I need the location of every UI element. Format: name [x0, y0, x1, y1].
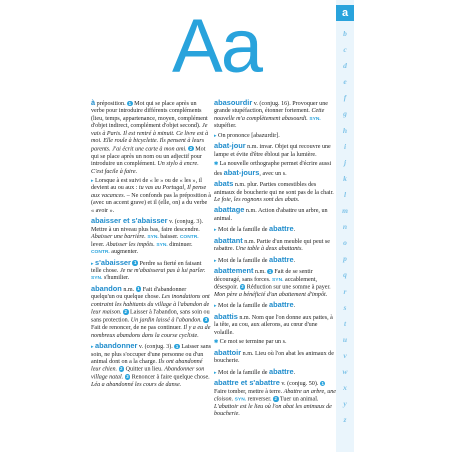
headword: abattre et s'abattre: [214, 378, 280, 388]
dictionary-entry: [214, 99, 336, 131]
definition-text: Fait de renoncer, de ne pas continuer.: [91, 325, 184, 332]
definition-text: stupéfier.: [214, 123, 237, 130]
headword: abattre: [268, 366, 294, 376]
definition-text: Ce mot se termine par un s.: [218, 339, 287, 346]
sense-number: 3: [204, 317, 208, 323]
note-arrow-icon: ▸: [214, 370, 217, 376]
example-text: Un stylo à encre. C'est facile à faire.: [91, 161, 199, 175]
headword: abattre: [268, 224, 294, 234]
definition-text: La nouvelle orthographe permet d'écrire aussi des: [214, 161, 332, 177]
headword: abat-jours: [223, 167, 260, 177]
headword: abattoir: [214, 347, 242, 357]
headword: abats: [214, 179, 234, 189]
alphabet-letter[interactable]: o: [343, 238, 347, 248]
definition-text: Renoncer à faire quelque chose.: [130, 374, 210, 381]
definition-text: n.m.: [121, 286, 136, 293]
definition-text: n.m. Partie d'un meuble qui peut se rabattre.: [214, 238, 330, 253]
dictionary-entry: [214, 267, 336, 299]
alphabet-letter[interactable]: n: [342, 222, 348, 232]
alphabet-list: [336, 26, 354, 428]
headword: abattement: [214, 266, 254, 276]
section-letter-heading: Aa: [172, 4, 261, 89]
dictionary-entry: [91, 285, 211, 340]
alphabet-letter[interactable]: i: [343, 141, 347, 151]
definition-text: préposition.: [95, 101, 128, 107]
alphabet-letter[interactable]: g: [343, 109, 347, 119]
alphabet-letter[interactable]: p: [343, 254, 347, 264]
usage-tag: ✱: [214, 162, 219, 168]
definition-text: n.m. Action d'abattre un arbre, un animal.: [214, 208, 328, 222]
dictionary-entry: [214, 225, 336, 234]
headword: abasourdir: [214, 98, 253, 107]
definition-text: – Ne confonds pas la préposition à (avec un accent grave) et il (elle, on) a du verbe « avoir ».: [91, 192, 211, 214]
definition-text: .: [293, 257, 296, 264]
definition-text: n.m. Lieu où l'on abat les animaux de boucherie.: [214, 350, 334, 365]
usage-tag: SYN.: [147, 235, 159, 241]
dictionary-entry: [214, 379, 336, 419]
example-text: Il y a eu de nombreux abandons dans la course cycliste.: [91, 325, 211, 339]
left-column: [91, 99, 211, 392]
definition-text: Mot de la famille de: [216, 303, 269, 310]
sense-number: 1: [137, 286, 140, 292]
headword: abandon: [91, 283, 122, 293]
definition-text: lever.: [91, 241, 106, 248]
headword: abattage: [214, 205, 245, 215]
example-text: Les inondations ont contraint les habitants du village à l'abandon de leur maison.: [91, 294, 210, 316]
example-text: Cette nouvelle m'a complètement abasourdi.: [214, 108, 325, 122]
usage-tag: ✱: [214, 340, 219, 346]
definition-text: .: [293, 227, 296, 234]
headword: abat-jour: [214, 141, 246, 151]
dictionary-entry: [214, 161, 336, 178]
definition-text: Fait d'abandonner quelqu'un ou quelque chose.: [91, 286, 187, 301]
headword: s'abaisser: [95, 257, 131, 267]
alphabet-letter[interactable]: d: [343, 61, 347, 71]
note-arrow-icon: ▸: [214, 258, 217, 264]
definition-text: n.m. plur. Parties comestibles des animaux de boucherie qui ne sont pas de la chair.: [214, 182, 334, 196]
alphabet-letter[interactable]: m: [342, 206, 348, 216]
sense-number: 2: [120, 366, 123, 372]
sense-number: 2: [274, 396, 277, 401]
dictionary-entry: [214, 339, 336, 346]
definition-text: Fait de se sentir découragé, sans forces.: [214, 269, 313, 283]
example-text: tu vas au Portugal, Il pense aux vacances.: [91, 185, 207, 199]
alphabet-letter[interactable]: s: [343, 302, 347, 312]
dictionary-entry: [214, 180, 336, 204]
alphabet-letter[interactable]: z: [343, 415, 347, 425]
sense-number: 2: [189, 145, 193, 151]
example-text: Abaisser une barrière.: [91, 234, 146, 241]
definition-text: Laisser sans soin, ne plus s'occuper d'une personne ou d'un animal dont on a la charge.: [91, 344, 211, 365]
dictionary-entry: [214, 142, 336, 159]
definition-text: Faire tomber, mettre à terre.: [214, 388, 284, 395]
alphabet-letter[interactable]: f: [343, 93, 347, 103]
current-letter-tab[interactable]: a: [336, 5, 354, 21]
definition-text: v. (conjug. 50).: [279, 381, 320, 388]
definition-text: Perdre sa fierté en faisant telle chose.: [91, 260, 202, 275]
definition-text: Quitter un lieu.: [124, 366, 165, 373]
headword: abandonner: [95, 341, 138, 351]
dictionary-entry: [214, 313, 336, 337]
dictionary-entry: [214, 133, 336, 140]
definition-text: v. (conjug. 16). Provoquer une grande stupéfaction, étonner fortement.: [214, 101, 328, 115]
example-text: Un jardin laissé à l'abandon.: [130, 317, 202, 324]
usage-tag: SYN.: [234, 397, 247, 403]
definition-text: .: [293, 303, 296, 310]
note-arrow-icon: ▸: [214, 133, 217, 139]
definition-text: Laisser à l'abandon, sans soin ou sans protection.: [91, 309, 210, 324]
sense-number: 3: [126, 374, 129, 380]
definition-text: n.m.: [253, 269, 268, 276]
example-text: Mon père a bénéficié d'un abattement d'impôt.: [214, 292, 328, 299]
definition-text: Mot qui se place après un nom ou un adjectif pour introduire un complément.: [91, 146, 206, 168]
dictionary-entry: [214, 368, 336, 377]
definition-text: Lorsque à est suivi de « le » ou de « les », il devient au ou aux :: [91, 178, 202, 192]
alphabet-letter[interactable]: x: [343, 383, 347, 393]
usage-tag: SYN.: [309, 116, 321, 122]
headword: à: [91, 98, 96, 107]
definition-text: Tuer un animal.: [278, 396, 319, 403]
definition-text: n.m. invar. Objet qui recouvre une lampe et évite d'être ébloui par la lumière.: [214, 144, 331, 158]
example-text: L'abattoir est le lieu où l'on abat les animaux de boucherie.: [214, 403, 332, 418]
dictionary-entry: [214, 301, 336, 310]
definition-text: v. (conjug. 3).: [137, 344, 175, 351]
definition-text: Mot de la famille de: [216, 227, 269, 234]
example-text: Je vais à Paris. Il est rentré à minuit. Ce livre est à moi. Elle roule à bicyclette. Ils pensent à leurs parents. J'ai écrit une carte à mon ami.: [91, 123, 209, 153]
example-text: Abattre un arbre, une cloison.: [214, 388, 336, 403]
dictionary-entry: [214, 349, 336, 366]
sense-number: 1: [134, 260, 137, 266]
alphabet-index: [336, 0, 354, 452]
definition-text: renverser.: [246, 396, 273, 403]
note-arrow-icon: ▸: [214, 228, 217, 234]
alphabet-letter[interactable]: q: [343, 270, 347, 280]
sense-number: 1: [321, 380, 324, 386]
alphabet-letter[interactable]: c: [343, 45, 347, 55]
sense-number: 1: [175, 343, 179, 349]
note-arrow-icon: ▸: [91, 179, 94, 185]
sense-number: 2: [124, 309, 127, 315]
alphabet-letter[interactable]: r: [343, 286, 347, 296]
alphabet-letter[interactable]: h: [342, 125, 348, 135]
sense-number: 2: [241, 284, 244, 290]
alphabet-letter[interactable]: e: [343, 77, 347, 87]
definition-text: Mot de la famille de: [216, 257, 269, 264]
alphabet-letter[interactable]: b: [343, 29, 347, 38]
sense-number: 1: [268, 268, 272, 274]
dictionary-entry: [91, 217, 211, 256]
alphabet-letter[interactable]: t: [343, 318, 347, 328]
alphabet-letter[interactable]: l: [343, 189, 347, 199]
definition-text: augmenter.: [109, 249, 139, 256]
example-text: Abaisser les impôts.: [105, 241, 155, 248]
alphabet-letter[interactable]: u: [342, 334, 348, 344]
dictionary-entry: [91, 342, 211, 390]
example-text: Ils ont abandonné leur chien.: [91, 359, 203, 373]
dictionary-entry: [214, 237, 336, 254]
headword: abattre: [268, 254, 294, 264]
definition-text: Réduction sur une somme à payer.: [245, 284, 331, 291]
right-column: [214, 99, 336, 421]
note-arrow-icon: ▸: [91, 345, 94, 351]
definition-text: .: [293, 369, 296, 376]
alphabet-letter[interactable]: j: [343, 157, 347, 167]
headword: abaisser et s'abaisser: [91, 216, 168, 226]
alphabet-letter[interactable]: v: [343, 350, 347, 360]
dictionary-entry: [91, 259, 211, 283]
headword: abattis: [214, 311, 238, 321]
example-text: Le foie, les rognons sont des abats.: [214, 196, 300, 203]
alphabet-letter[interactable]: w: [342, 366, 348, 376]
sense-number: 1: [128, 100, 132, 106]
usage-tag: CONTR.: [179, 235, 199, 241]
definition-text: , avec un s.: [259, 170, 287, 177]
dictionary-entry: [91, 178, 211, 215]
definition-text: Mot de la famille de: [216, 369, 269, 376]
example-text: Une table à deux abattants.: [235, 246, 303, 253]
example-text: Abandonner son village natal.: [91, 366, 205, 381]
definition-text: v. (conjug. 3). Mettre à un niveau plus bas, faire descendre.: [91, 219, 204, 233]
usage-tag: SYN.: [272, 277, 284, 283]
note-arrow-icon: ▸: [91, 261, 94, 267]
definition-text: n.m. Nom que l'on donne aux pattes, à la tête, au cou, aux ailerons, au cœur d'une volaille.: [214, 314, 333, 336]
usage-tag: CONTR.: [91, 250, 110, 256]
dictionary-entry: [91, 99, 211, 176]
usage-tag: SYN.: [91, 276, 103, 282]
dictionary-entry: [214, 206, 336, 223]
headword: abattre: [268, 300, 294, 310]
note-arrow-icon: ▸: [214, 304, 217, 310]
headword: abattant: [214, 235, 243, 245]
definition-text: accablement, désespoir.: [214, 276, 317, 291]
example-text: Je ne m'abaisserai pas à lui parler.: [119, 268, 206, 275]
definition-text: Mot qui se place après un verbe pour introduire différents compléments (lieu, temps, appartenance, moyen, complément d'objet indirect, complément d'objet second).: [91, 101, 208, 130]
definition-text: s'humilier.: [102, 275, 130, 282]
definition-text: baisser.: [158, 234, 180, 241]
alphabet-letter[interactable]: y: [343, 399, 347, 409]
definition-text: On prononce [abazurdir].: [216, 132, 280, 139]
definition-text: diminuer.: [167, 241, 193, 248]
usage-tag: SYN.: [156, 242, 168, 248]
example-text: Léa a abandonné les cours de danse.: [91, 382, 182, 389]
dictionary-entry: [214, 256, 336, 265]
alphabet-letter[interactable]: k: [343, 173, 347, 183]
